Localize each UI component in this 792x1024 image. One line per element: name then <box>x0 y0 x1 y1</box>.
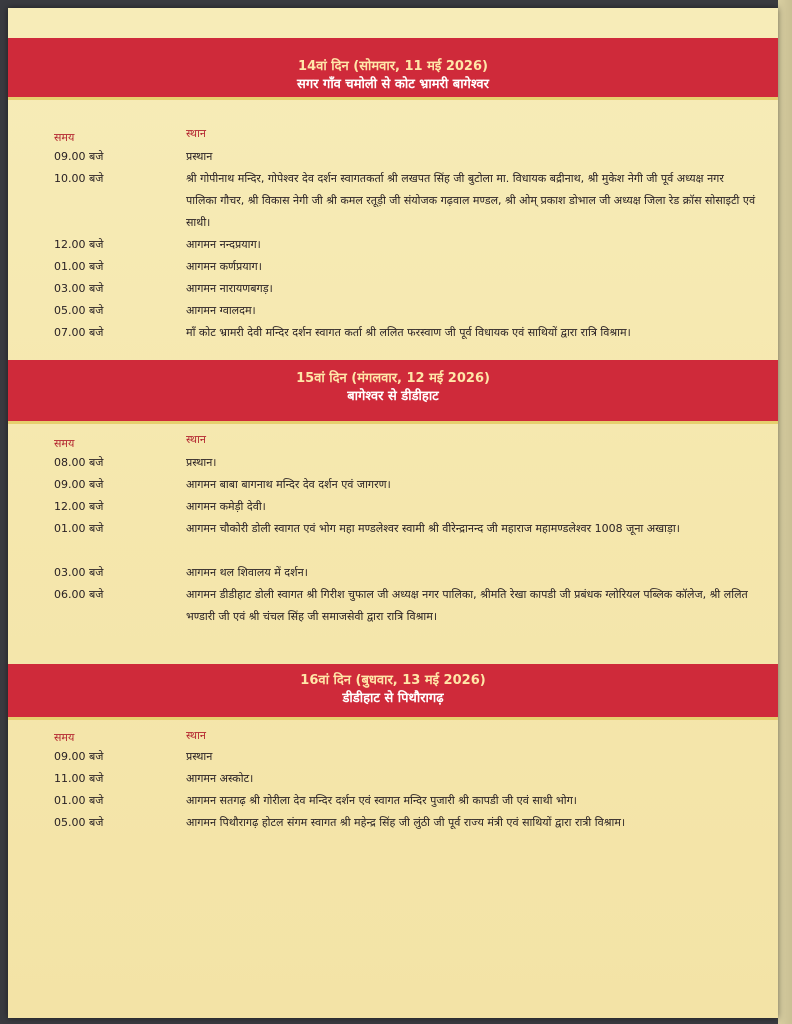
day-15-banner <box>8 360 778 424</box>
row-text: आगमन थल शिवालय में दर्शन। <box>186 566 308 579</box>
day-14-place-header: स्थान <box>186 127 207 140</box>
day-16-time-header: समय <box>54 731 75 744</box>
day-16-route: डीडीहाट से पिथौरागढ़ <box>342 691 444 706</box>
page-edge <box>778 0 792 1024</box>
row-text: आगमन अस्कोट। <box>186 772 254 785</box>
row-time: 07.00 बजे <box>54 326 104 339</box>
row-text: आगमन ग्वालदम। <box>186 304 256 317</box>
row-time: 03.00 बजे <box>54 566 104 579</box>
row-time: 09.00 बजे <box>54 478 104 491</box>
row-time: 01.00 बजे <box>54 794 104 807</box>
day-15-place-header: स्थान <box>186 433 207 446</box>
day-16-banner <box>8 664 778 720</box>
row-time: 11.00 बजे <box>54 772 104 785</box>
row-time: 08.00 बजे <box>54 456 104 469</box>
row-time: 03.00 बजे <box>54 282 104 295</box>
row-time: 01.00 बजे <box>54 522 104 535</box>
row-text: माँ कोट भ्रामरी देवी मन्दिर दर्शन स्वागत कर्ता श्री ललित फरस्वाण जी पूर्व विधायक एवं साथियों द्वारा रात्रि विश्राम। <box>186 326 631 339</box>
row-text: आगमन कर्णप्रयाग। <box>186 260 262 273</box>
row-text: आगमन नन्दप्रयाग। <box>186 238 261 251</box>
day-15-route: बागेश्वर से डीडीहाट <box>347 389 439 404</box>
row-time: 09.00 बजे <box>54 150 104 163</box>
day-14-heading: 14वां दिन (सोमवार, 11 मई 2026) <box>298 59 488 74</box>
itinerary-page <box>8 8 778 1018</box>
row-text: आगमन डीडीहाट डोली स्वागत श्री गिरीश चुफाल जी अध्यक्ष नगर पालिका, श्रीमति रेखा कापडी जी प्रबंधक ग्लोरियल पब्लिक कॉलेज, श्री ललित भण्डारी जी एवं श्री चंचल सिंह जी समाजसेवी द्वारा रात्रि विश्राम। <box>186 588 748 623</box>
row-text: आगमन बाबा बागनाथ मन्दिर देव दर्शन एवं जागरण। <box>186 478 391 491</box>
day-15-time-header: समय <box>54 437 75 450</box>
row-time: 09.00 बजे <box>54 750 104 763</box>
day-14-banner <box>8 38 778 100</box>
row-text: आगमन नारायणबगड़। <box>186 282 273 295</box>
day-14-route: सगर गाँव चमोली से कोट भ्रामरी बागेश्वर <box>297 77 489 92</box>
row-time: 05.00 बजे <box>54 816 104 829</box>
row-text: प्रस्थान <box>186 150 213 163</box>
row-text: आगमन सतगढ़ श्री गोरीला देव मन्दिर दर्शन एवं स्वागत मन्दिर पुजारी श्री कापडी जी एवं साथी भोग। <box>186 794 577 807</box>
row-text: आगमन कमेड़ी देवी। <box>186 500 266 513</box>
row-text: आगमन पिथौरागढ़ होटल संगम स्वागत श्री महेन्द्र सिंह जी लुंठी जी पूर्व राज्य मंत्री एवं साथियों द्वारा रात्री विश्राम। <box>186 816 626 829</box>
row-time: 06.00 बजे <box>54 588 104 601</box>
day-16-place-header: स्थान <box>186 729 207 742</box>
row-text: श्री गोपीनाथ मन्दिर, गोपेश्वर देव दर्शन स्वागतकर्ता श्री लखपत सिंह जी बुटोला मा. विधायक बद्रीनाथ, श्री मुकेश नेगी जी पूर्व अध्यक्ष नगर पालिका गौचर, श्री विकास नेगी जी श्री कमल रतूड़ी जी संयोजक गढ़वाल मण्डल, श्री ओम् प्रकाश डोभाल जी अध्यक्ष जिला रेड क्रॉस सोसाइटी एवं साथी। <box>186 172 756 229</box>
row-time: 05.00 बजे <box>54 304 104 317</box>
day-16-heading: 16वां दिन (बुधवार, 13 मई 2026) <box>300 673 486 688</box>
day-14-time-header: समय <box>54 131 75 144</box>
row-time: 12.00 बजे <box>54 238 104 251</box>
row-time: 10.00 बजे <box>54 172 104 185</box>
day-15-heading: 15वां दिन (मंगलवार, 12 मई 2026) <box>296 371 490 386</box>
row-text: प्रस्थान <box>186 750 213 763</box>
row-time: 01.00 बजे <box>54 260 104 273</box>
row-text: आगमन चौकोरी डोली स्वागत एवं भोग महा मण्डलेश्वर स्वामी श्री वीरेन्द्रानन्द जी महाराज महामण्डलेश्वर 1008 जूना अखाड़ा। <box>186 522 680 535</box>
row-text: प्रस्थान। <box>186 456 217 469</box>
row-time: 12.00 बजे <box>54 500 104 513</box>
